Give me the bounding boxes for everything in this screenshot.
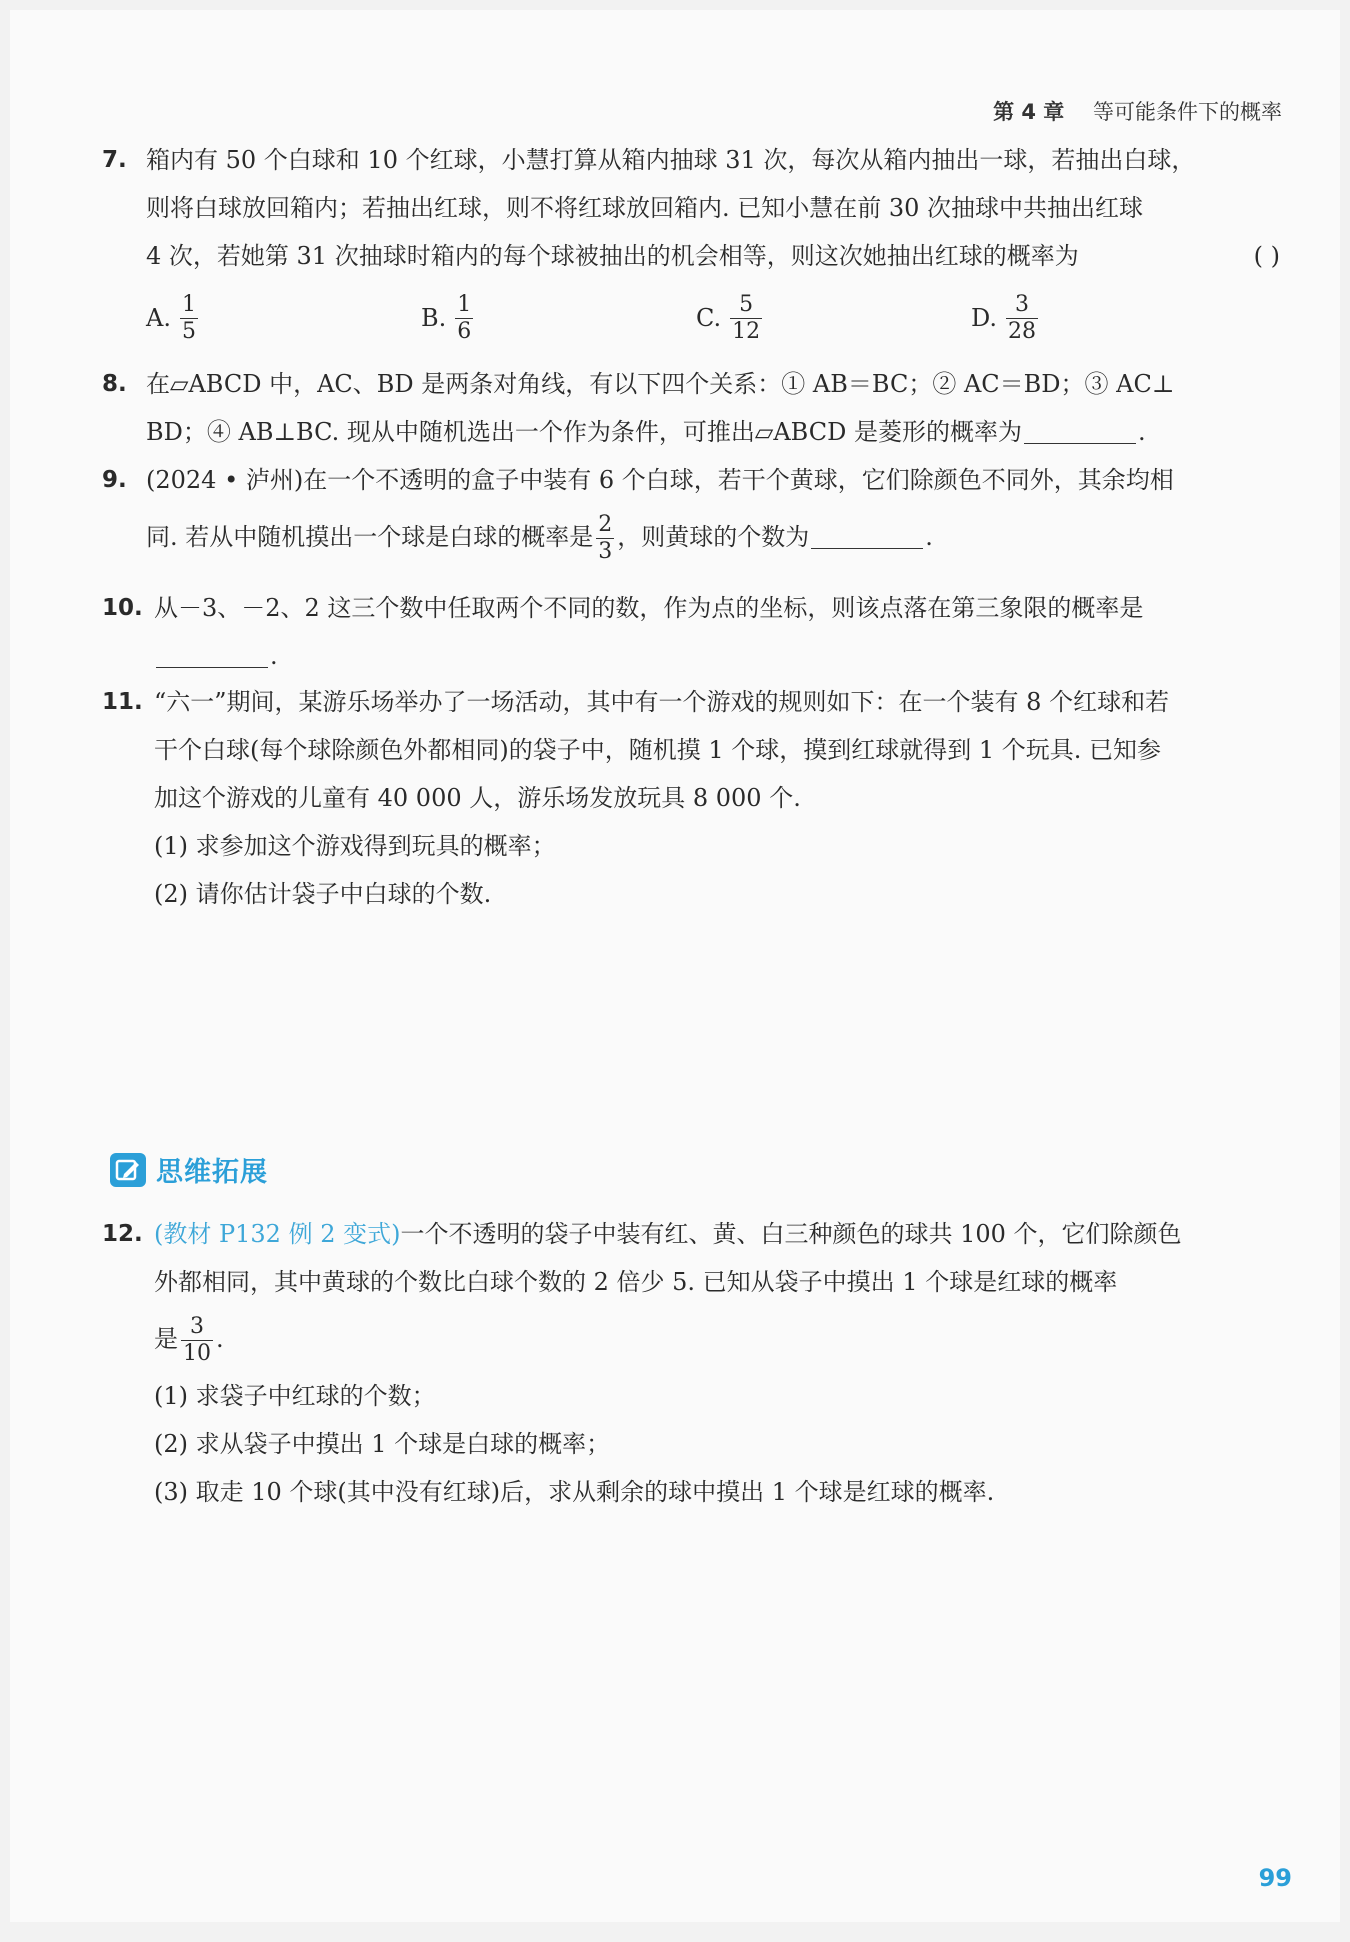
question-number: 12. [102,1221,143,1247]
option-c [696,291,971,344]
question-number: 7. [102,147,127,173]
fraction-numerator: 3 [1006,294,1038,319]
question-text: BD；④ AB⊥BC. 现从中随机选出一个作为条件，可推出▱ABCD 是菱形的概率为 [146,418,1022,446]
period: . [270,642,278,670]
chapter-title: 等可能条件下的概率 [1093,100,1282,124]
question-8 [102,360,1284,456]
fraction-numerator: 1 [457,291,472,317]
question-number: 10. [102,595,143,621]
question-text-line [146,232,1284,280]
question-number: 9. [102,467,127,493]
option-b [421,291,696,344]
question-text-line: 箱内有 50 个白球和 10 个红球，小慧打算从箱内抽球 31 次，每次从箱内抽出一球，若抽出白球， [146,146,1196,174]
page [10,10,1340,1922]
fraction-denominator: 3 [598,539,613,564]
option-fraction [455,291,473,344]
option-fraction [180,291,198,344]
question-text-line: 外都相同，其中黄球的个数比白球个数的 2 倍少 5. 已知从袋子中摸出 1 个球是红球的概率 [154,1268,1118,1296]
fraction-denominator: 5 [181,318,196,344]
question-text-line: “六一”期间，某游乐场举办了一场活动，其中有一个游戏的规则如下：在一个装有 8 个红球和若 [154,688,1170,716]
option-fraction [730,291,762,344]
sub-question: (3) 取走 10 个球(其中没有红球)后，求从剩余的球中摸出 1 个球是红球的概率. [154,1478,995,1506]
fraction-denominator: 28 [1008,318,1037,344]
fraction-denominator: 6 [457,318,472,344]
question-11 [102,678,1284,918]
answer-blank[interactable] [1024,441,1136,444]
sub-question: (1) 求参加这个游戏得到玩具的概率； [154,832,556,860]
question-text-line: 则将白球放回箱内；若抽出红球，则不将红球放回箱内. 已知小慧在前 30 次抽球中共抽出红球 [146,194,1144,222]
fraction-numerator: 3 [181,1316,213,1341]
textbook-source: (教材 P132 例 2 变式) [154,1220,401,1248]
question-text-line [154,1306,1284,1372]
running-header [993,96,1282,126]
answer-blank[interactable] [811,546,923,549]
answer-parentheses: ( ) [1253,242,1280,270]
sub-question: (1) 求袋子中红球的个数； [154,1382,436,1410]
sub-question: (2) 请你估计袋子中白球的个数. [154,880,492,908]
question-text: ，则黄球的个数为 [617,523,810,551]
question-text-line: 干个白球(每个球除颜色外都相同)的袋子中，随机摸 1 个球，摸到红球就得到 1 个玩具. 已知参 [154,736,1162,764]
fraction-denominator: 10 [183,1341,211,1366]
answer-blank[interactable] [156,665,268,668]
answer-options [146,280,1284,356]
question-text-line [146,408,1284,456]
question-text-line [154,1210,1284,1258]
option-label: D. [971,304,998,332]
option-label: A. [146,304,171,332]
fraction-numerator: 1 [181,291,196,317]
question-text: 同. 若从中随机摸出一个球是白球的概率是 [146,523,594,551]
fraction-denominator: 12 [732,318,761,344]
question-text-line [154,632,1284,680]
option-label: B. [421,304,447,332]
question-10 [102,584,1284,680]
question-12 [102,1210,1284,1516]
question-9 [102,456,1284,570]
pencil-paper-icon [110,1153,146,1187]
fraction-numerator: 5 [730,294,762,319]
option-fraction [1006,291,1038,344]
option-d [971,291,1246,344]
question-number: 8. [102,371,127,397]
question-text: 是 [154,1325,178,1353]
chapter-number: 第 4 章 [993,100,1065,124]
question-text-line: 从－3、－2、2 这三个数中任取两个不同的数，作为点的坐标，则该点落在第三象限的概率是 [154,594,1144,622]
question-7 [102,136,1284,356]
question-text-line: (2024 • 泸州)在一个不透明的盒子中装有 6 个白球，若干个黄球，它们除颜色不同外，其余均相 [146,466,1174,494]
period: . [925,523,933,551]
period: . [216,1325,224,1353]
question-text-line [146,504,1284,570]
section-heading [110,1150,268,1189]
question-text-line: 在▱ABCD 中，AC、BD 是两条对角线，有以下四个关系：① AB＝BC；② AC＝BD；③ AC⊥ [146,370,1175,398]
probability-fraction [596,514,614,563]
page-number: 99 [1258,1864,1292,1892]
period: . [1138,418,1146,446]
question-text: 一个不透明的袋子中装有红、黄、白三种颜色的球共 100 个，它们除颜色 [400,1220,1182,1248]
option-label: C. [696,304,722,332]
question-text-line: 加这个游戏的儿童有 40 000 人，游乐场发放玩具 8 000 个. [154,784,801,812]
question-number: 11. [102,689,143,715]
probability-fraction [181,1316,213,1365]
option-a [146,291,421,344]
fraction-numerator: 2 [598,512,613,537]
section-title: 思维拓展 [156,1157,268,1188]
question-text: 4 次，若她第 31 次抽球时箱内的每个球被抽出的机会相等，则这次她抽出红球的概率为 [146,242,1079,270]
sub-question: (2) 求从袋子中摸出 1 个球是白球的概率； [154,1430,611,1458]
